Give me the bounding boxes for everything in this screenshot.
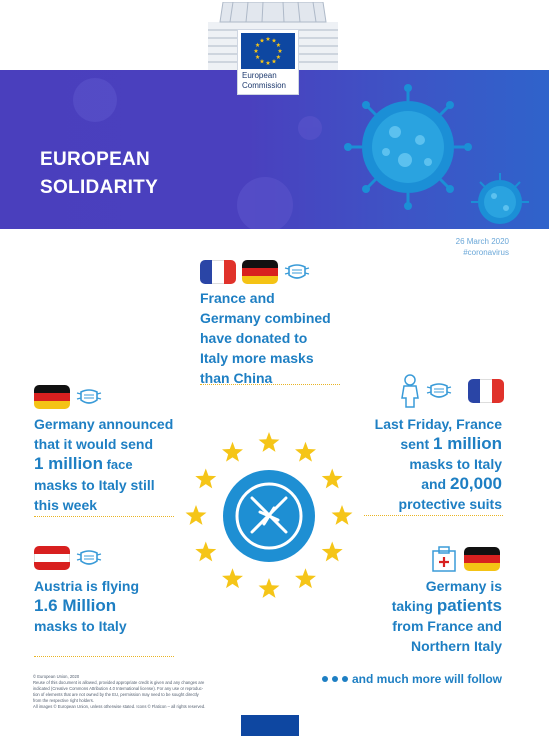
gs-line1: Germany announced [34,416,174,432]
ff-line3: masks to Italy [409,456,502,472]
ring-star-icon [222,568,243,588]
ff-line4-big: 20,000 [450,474,502,493]
title-line2: SOLIDARITY [40,177,159,198]
ring-star-icon [295,442,316,462]
flag-austria-icon [34,546,70,570]
eu-star-icon [276,55,281,59]
eu-star-icon [254,49,259,53]
logo-org-line2: Commission [242,81,287,90]
eu-star-icon [276,43,281,47]
germany-send-text [34,414,173,515]
france-friday-text [375,414,502,514]
ring-star-icon [259,578,280,598]
eu-star-icon [272,59,277,63]
eu-star-icon [260,38,265,42]
gp-line2-big: patients [436,596,502,615]
austria-icons [34,546,102,570]
ring-star-icon [222,442,243,462]
germany-patients-icons [430,545,500,573]
hashtag-text: #coronavirus [463,248,509,257]
hospital-icon [430,545,458,573]
logo-text [242,71,286,91]
eu-star-icon [278,49,283,53]
title-line1: EUROPEAN [40,149,151,170]
eu-blue-bar [241,715,299,736]
gs-line2: that it would send [34,436,153,452]
at-line1: Austria is flying [34,578,140,594]
footer-line: All images © European Union, unless otherwise stated. Icons © Flaticon – all rights reserved. [33,704,206,709]
ring-star-icon [259,432,280,452]
flag-france-icon [468,379,504,403]
protective-suit-icon [400,374,420,408]
eu-star-icon [260,59,265,63]
gs-line5: this week [34,497,98,513]
more-text: and much more will follow [352,672,503,686]
eu-solidarity-emblem [180,432,360,612]
germany-send-icons [34,385,102,409]
footer-line: © European Union, 2020 [33,674,80,679]
page-title [40,146,158,202]
divider-dots [200,384,340,385]
gp-line2-pre: taking [391,598,437,614]
germany-patients-text [392,576,502,656]
divider-dots [34,516,174,517]
footer-line: Reuse of this document is allowed, provided appropriate credit is given and any changes are [33,680,205,685]
ring-star-icon [322,542,343,562]
at-line3: masks to Italy [34,618,127,634]
fg-line: have donated to [200,330,308,346]
eu-flag-icon [241,33,295,69]
gp-line1: Germany is [425,578,502,594]
fg-line: than China [200,370,273,386]
gp-line3: from France and [392,618,502,634]
ff-line2-pre: sent [400,436,434,452]
gp-line4: Northern Italy [410,638,502,654]
flag-germany-icon [242,260,278,284]
ring-star-icon [322,469,343,489]
mask-icon [76,546,102,570]
fg-line: Italy more masks [200,350,314,366]
ff-line1: Last Friday, France [374,416,502,432]
divider-dots [34,656,174,657]
france-friday-icons [400,374,504,408]
divider-dots [364,515,503,516]
fg-line: France and [200,290,275,306]
eu-star-icon [272,38,277,42]
eu-star-icon [266,61,271,65]
austria-text [34,576,139,636]
flag-germany-icon [464,547,500,571]
flag-france-icon [200,260,236,284]
fg-line: Germany combined [200,310,331,326]
ring-star-icon [195,469,216,489]
logo-org-line1: European [242,71,277,80]
dot [342,676,348,682]
ring-star-icon [295,568,316,588]
france-germany-icons [200,260,310,284]
gs-big: 1 million [34,454,103,473]
ring-star-icon [332,505,353,525]
france-germany-text [200,288,331,388]
at-big: 1.6 Million [34,596,117,615]
eu-star-icon [255,43,260,47]
ff-line2-big: 1 million [433,434,502,453]
ff-line5: protective suits [398,496,502,512]
eu-star-icon [255,55,260,59]
footer-line: from the respective right holders. [33,698,94,703]
eu-star-icon [266,37,271,41]
gs-small: face [102,457,133,472]
ring-star-icon [186,505,207,525]
ff-line4-pre: and [421,476,450,492]
footer-line: tion of elements that are not owned by the EU, permission may need to be sought directly [33,692,199,697]
dot [322,676,328,682]
ring-star-icon [195,542,216,562]
date-block [456,236,509,258]
eu-stars [241,33,295,69]
mask-icon [284,260,310,284]
flag-germany-icon [34,385,70,409]
european-commission-logo [237,29,299,95]
gs-line4: masks to Italy still [34,477,155,493]
date-text: 26 March 2020 [455,237,509,246]
mask-icon [76,385,102,409]
mask-icon [426,379,452,403]
dot [332,676,338,682]
footer-line: indicated (Creative Commons Attribution 4.0 International license). For any use or reproduc- [33,686,204,691]
copyright-footer [33,674,273,710]
more-to-follow [322,672,502,686]
